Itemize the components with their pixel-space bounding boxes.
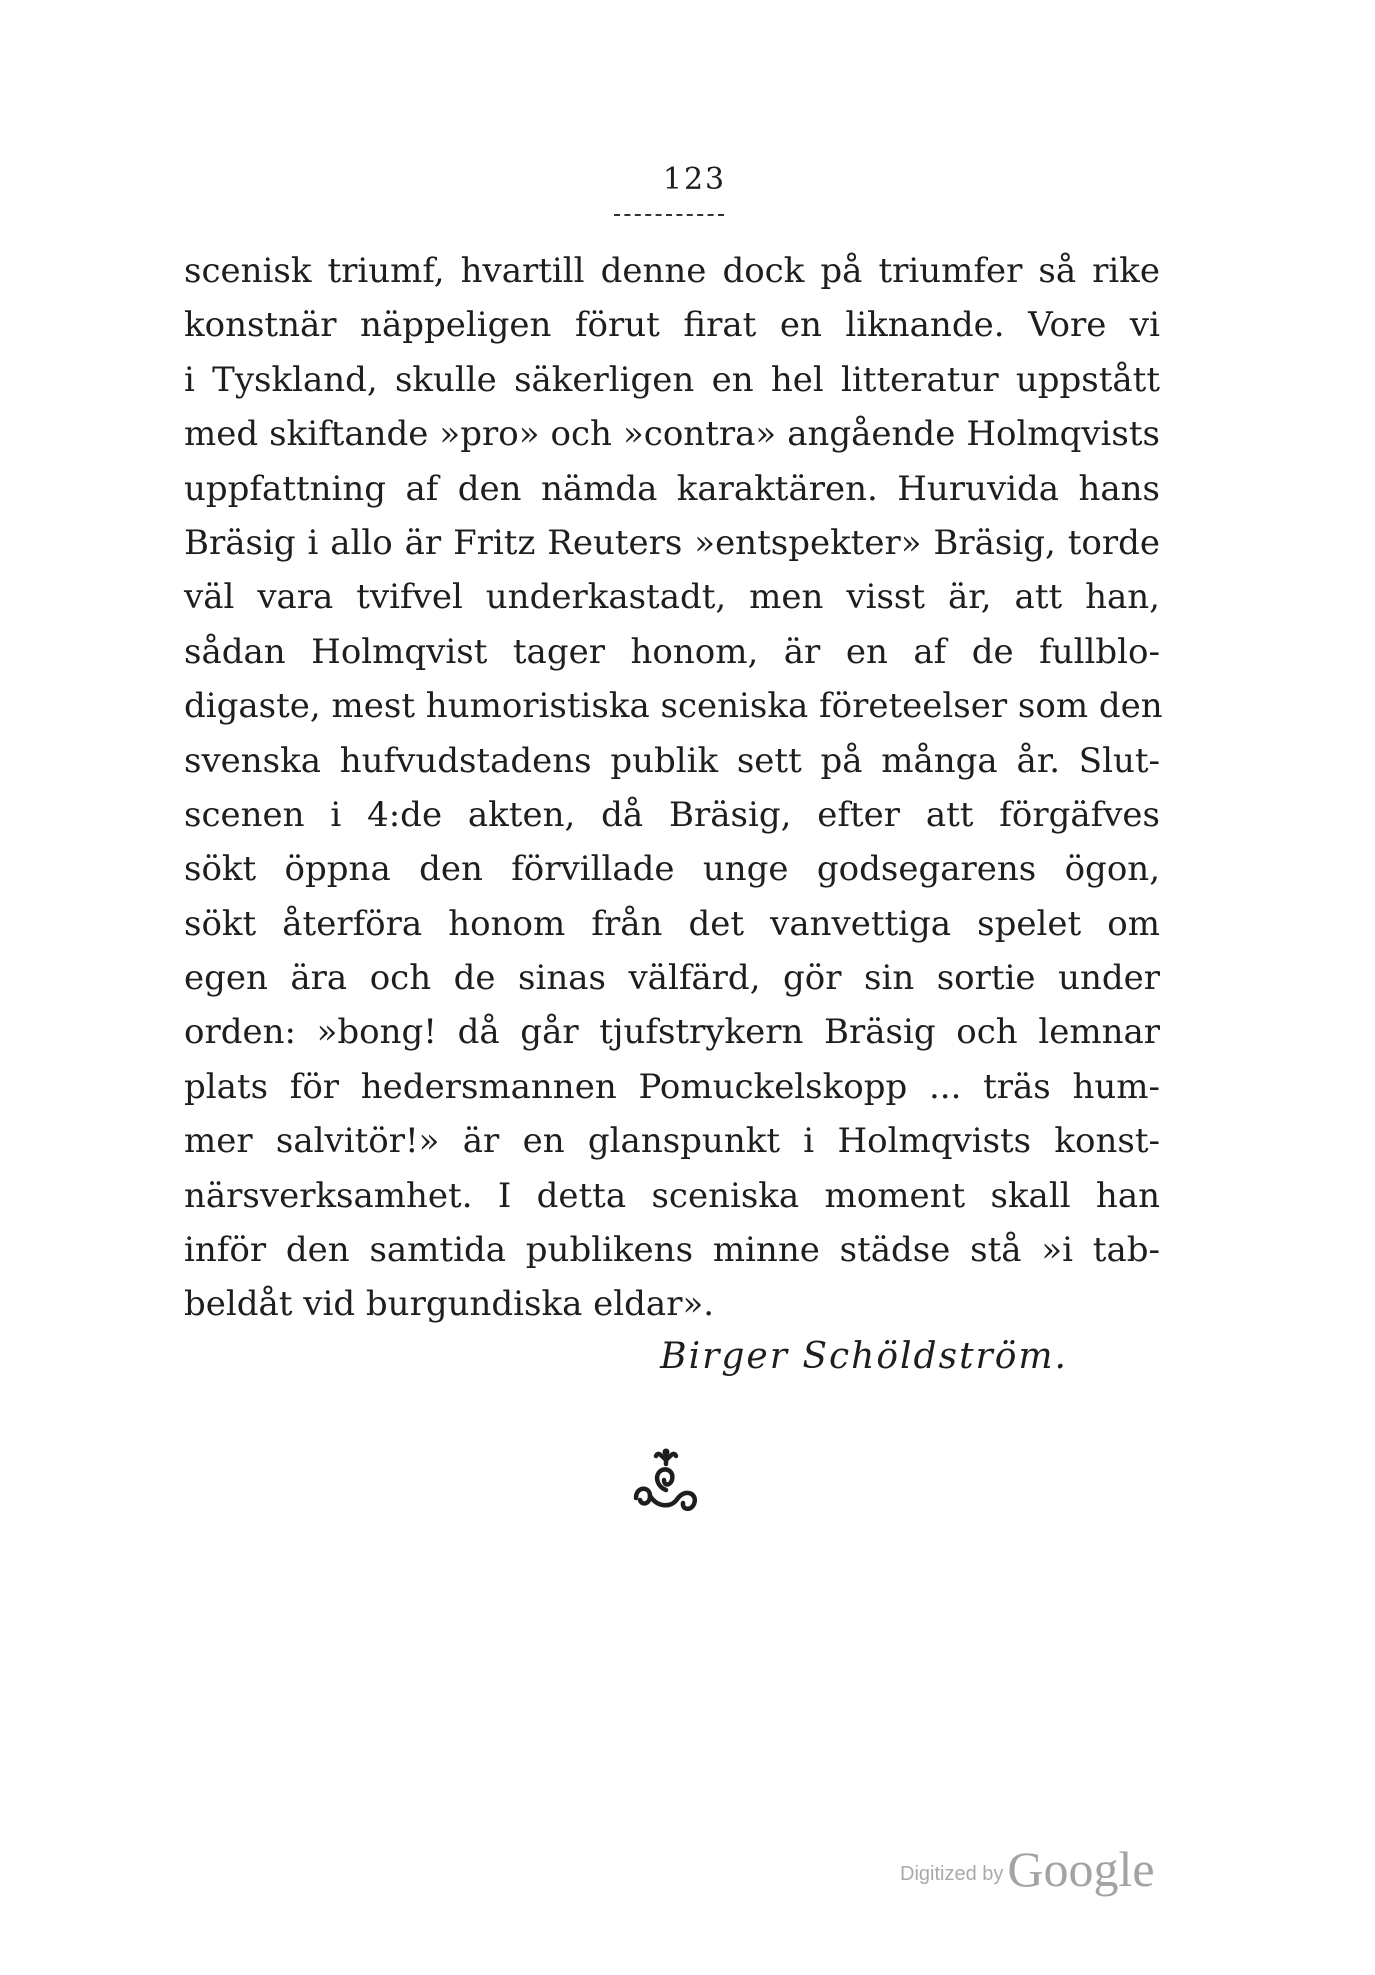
watermark-prefix: Digitized by	[900, 1863, 1004, 1885]
text-line-20: beldåt vid burgundiska eldar».	[184, 1284, 715, 1325]
digitized-by-google-watermark	[900, 1840, 1155, 1898]
text-line-3: i Tyskland, skulle säkerligen en hel litteratur uppstått	[184, 359, 1160, 400]
text-line-13: sökt återföra honom från det vanvettiga spelet om	[184, 903, 1160, 944]
text-line-17: mer salvitör!» är en glanspunkt i Holmqvists konst-	[184, 1121, 1160, 1162]
text-line-7: väl vara tvifvel underkastadt, men visst är, att han,	[184, 577, 1160, 618]
text-line-18: närsverksamhet. I detta sceniska moment skall han	[184, 1175, 1160, 1216]
text-line-6: Bräsig i allo är Fritz Reuters »entspekter» Bräsig, torde	[184, 522, 1160, 563]
text-line-1: scenisk triumf, hvartill denne dock på triumfer så rike	[184, 251, 1160, 291]
page-number-rule	[614, 214, 724, 216]
text-line-9: digaste, mest humoristiska sceniska företeelser som den	[184, 686, 1163, 727]
author-signature: Birger Schöldström.	[660, 1336, 1068, 1377]
page-number: 123	[662, 162, 727, 197]
text-line-19: inför den samtida publikens minne städse stå »i tab-	[184, 1230, 1160, 1271]
text-line-11: scenen i 4:de akten, då Bräsig, efter att förgäfves	[184, 794, 1160, 835]
text-line-10: svenska hufvudstadens publik sett på många år. Slut-	[184, 740, 1160, 781]
fleuron-icon	[628, 1446, 704, 1518]
text-line-5: uppfattning af den nämda karaktären. Huruvida hans	[184, 468, 1160, 509]
text-line-16: plats för hedersmannen Pomuckelskopp ... träs hum-	[184, 1066, 1160, 1107]
text-line-15: orden: »bong! då går tjufstrykern Bräsig och lemnar	[184, 1012, 1160, 1053]
body-text	[184, 244, 1163, 1332]
text-line-14: egen ära och de sinas välfärd, gör sin sortie under	[184, 958, 1160, 999]
text-line-12: sökt öppna den förvillade unge godsegarens ögon,	[184, 849, 1160, 890]
watermark-brand-logo: Google	[1007, 1841, 1155, 1897]
text-line-2: konstnär näppeligen förut firat en liknande. Vore vi	[184, 305, 1160, 346]
text-line-4: med skiftande »pro» och »contra» angående Holmqvists	[184, 414, 1160, 455]
text-line-8: sådan Holmqvist tager honom, är en af de fullblo-	[184, 631, 1160, 672]
